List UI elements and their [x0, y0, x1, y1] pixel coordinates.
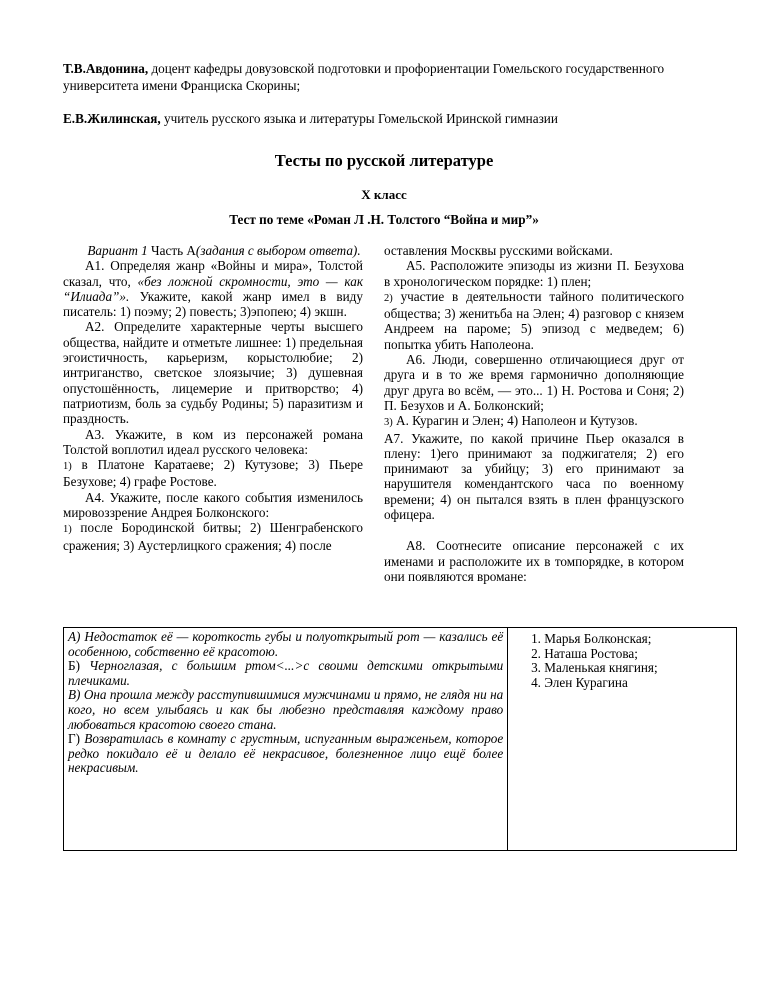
author-2 [63, 110, 723, 127]
a6-options [384, 413, 684, 430]
author-role: учитель русского языка и литературы Гомельской Иринской гимназии [160, 111, 558, 126]
matching-table [63, 627, 737, 851]
option-number: 2) [384, 292, 393, 304]
table-row [64, 628, 737, 851]
author-name: Е.В.Жилинская, [63, 111, 161, 126]
desc-letter: Г) [68, 731, 85, 747]
authors-block [63, 60, 723, 143]
a3-options [63, 457, 363, 490]
desc-letter: Б) [68, 658, 90, 674]
document-title: Тесты по русской литературе [274, 151, 494, 170]
a4-options-text: после Бородинской битвы; 2) Шенграбенского сражения; 3) Аустерлицкого сражения; 4) после [63, 520, 363, 553]
desc-text: Черноглазая, с большим ртом<...>с своими детскими открытыми плечиками. [68, 658, 504, 688]
a5-options [384, 289, 684, 352]
question-a6: А6. Люди, совершенно отличающиеся друг от друга и в то же время гармонично дополняющие друг друга во всём, — это... 1) Н. Ростова и Соня; 2) П. Безухов и А. Болконский; [384, 352, 684, 413]
a4-continuation: оставления Москвы русскими войсками. [384, 243, 613, 258]
a5-options-text: участие в деятельности тайного политического общества; 3) женитьба на Элен; 4) разговор с князем Андреем на пароме; 5) эпизод с медведем; 6) попытка убить Наполеона. [384, 288, 684, 352]
descriptions-cell [64, 628, 508, 851]
author-role: доцент кафедры довузовской подготовки и профориентации Гомельского государственного университета имени Франциска Скорины; [63, 61, 665, 93]
question-a5: А5. Расположите эпизоды из жизни П. Безухова в хронологическом порядке: 1) плен; [384, 258, 684, 289]
a1-text: А1. Определяя жанр «Войны и мира», Толстой сказал, что, [63, 258, 363, 289]
list-item: 3. Маленькая княгиня; [544, 661, 732, 676]
left-column [63, 243, 363, 553]
a3-options-text: в Платоне Каратаеве; 2) Кутузове; 3) Пьере Безухове; 4) графе Ростове. [63, 457, 363, 490]
question-a1 [63, 258, 363, 319]
description-g [68, 732, 503, 776]
option-number: 1) [63, 461, 72, 473]
question-a8: А8. Соотнесите описание персонажей с их именами и расположите их в томпорядке, в котором они появляются вромане: [384, 538, 684, 584]
variant-label: Вариант 1 [87, 243, 148, 258]
part-label: Часть А [147, 243, 196, 258]
question-a2: А2. Определите характерные черты высшего общества, найдите и отметьте лишнее: 1) предельная эгоистичность, карьеризм, корыстолюбие; 2) интриганство, светское злоязычие; 3) душевная опустошённость, лицемерие и притворство; 4) патриотизм, боль за судьбу Родины; 5) паразитизм и праздность. [63, 319, 363, 427]
right-column [384, 243, 684, 584]
part-note: (задания с выбором ответа). [195, 243, 361, 258]
desc-text: Возвратилась в комнату с грустным, испуганным выраженьем, которое редко покидало её и делало её некрасивое, болезненное лицо ещё более некрасивым. [68, 731, 504, 776]
variant-line [63, 243, 363, 258]
a6-options-text: А. Курагин и Элен; 4) Наполеон и Кутузов. [392, 413, 638, 429]
author-1 [63, 60, 723, 94]
class-line: X класс [361, 187, 407, 202]
description-v [68, 688, 503, 732]
question-a3: А3. Укажите, в ком из персонажей романа Толстой воплотил идеал русского человека: [63, 426, 363, 457]
names-list [512, 632, 732, 690]
list-item: 2. Наташа Ростова; [544, 647, 732, 662]
option-number: 1) [63, 524, 72, 536]
description-a [68, 630, 503, 659]
test-title: Тест по теме «Роман Л .Н. Толстого “Война и мир”» [229, 212, 539, 227]
option-number: 3) [384, 417, 393, 429]
a1-options: Укажите, какой жанр имел в виду писатель: 1) поэму; 2) повесть; 3)эпопею; 4) экшн. [63, 288, 363, 320]
desc-text: В) Она прошла между расступившимися мужчинами и прямо, не глядя ни на кого, но всем улыбаясь и как бы любезно представляя каждому право любоваться красотою своего стана. [68, 687, 504, 732]
names-cell [508, 628, 737, 851]
a4-options [63, 520, 363, 553]
question-a4: А4. Укажите, после какого события изменилось мировоззрение Андрея Болконского: [63, 489, 363, 521]
list-item: 4. Элен Курагина [544, 676, 732, 691]
question-a7: А7. Укажите, по какой причине Пьер оказался в плену: 1)его принимают за поджигателя; 2) его принимают за убийцу; 3) его принимают за нарушителя комендантского часа по военному времени; 4) он пытался взять в плен французского офицера. [384, 430, 684, 523]
description-b [68, 659, 503, 688]
a1-quote: «без ложной скромности, это — как “Илиада”». [63, 273, 363, 304]
list-item: 1. Марья Болконская; [544, 632, 732, 647]
desc-text: А) Недостаток её — короткость губы и полуоткрытый рот — казались её особенною, собственно её красотою. [68, 629, 504, 659]
author-name: Т.В.Авдонина, [63, 61, 149, 76]
